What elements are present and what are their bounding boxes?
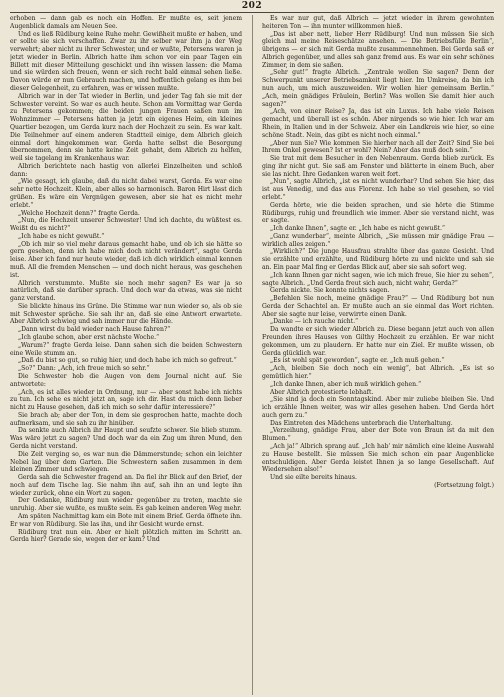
right-column [252,15,494,695]
paragraph: „Sie sind ja doch ein Sonntagskind. Aber mir zuliebe bleiben Sie. Und ich erzähle Ihnen weiter, was wir alles gesehen haben. Und Gerda hört auch gern zu.“ [262,396,494,419]
paragraph: „Nun“, sagte Albrich, „ist es nicht wunderbar? Und sehen Sie hier, das ist aus Venedig, und das aus Florenz. Ich habe so viel gesehen, so viel erlebt.“ [262,178,494,201]
paragraph: Und es ließ Rüdiburg keine Ruhe mehr. Gewißheit mußte er haben, und er sollte sie sich verschaffen. Zwar zu ihr selber war ihm ja der Weg verwehrt; aber nicht zu ihrer Schwester, und er wußte, Petersens waren ja jetzt wieder in Berlin. Albrich hatte ihm schon vor ein paar Tagen ein Billett mit dieser Mitteilung geschickt und ihn wissen lassen: die Mama und sie würden sich freuen, wenn er sich recht bald einmal sehen ließe. Davon würde er nun Gebrauch machen, und hoffentlich gelang es ihm bei dieser Gelegenheit, zu erfahren, was er wissen mußte. [10,30,242,93]
paragraph: „Wie gesagt, ich glaube, daß du nicht dabei warst, Gerda. Es war eine sehr nette Hochzeit. Klein, aber alles so harmonisch. Baron Hirt lässt dich grüßen. Es wäre ein Vergnügen gewesen, aber sie hat es nicht mehr erlebt.“ [10,178,242,209]
paragraph: „Ich glaube schon, aber erst nächste Woche.“ [18,334,160,342]
paragraph: Aber Albrich protestierte lebhaft. [270,388,374,396]
paragraph: Da wandte er sich wieder Albrich zu. Diese begann jetzt auch von allen Freunden ihres Hauses von Gilthy Hochzeit zu erzählen. Er war nicht gekommen, um zu plaudern. Er hatte nur ein Ziel. Er mußte wissen, ob Gerda glücklich war. [262,326,494,357]
paragraph: „Danke — ich rauche nicht.“ [270,318,359,326]
paragraph: „Dann wirst du bald wieder nach Hause fahren?“ [18,326,171,334]
paragraph: Gerda nickte. Sie konnte nichts sagen. [270,287,390,295]
paragraph: „Ich habe es nicht gewußt.“ [18,232,105,240]
paragraph: „Ob ich mir so viel mehr daraus gemacht habe, und ob ich sie hätte so gern gesehen, denn ich habe mich doch nicht verändert“, sagte Gerda leise. Aber ich fand nur heute wieder, daß ich dich wirklich einmal kennen muß. All die fremden Menschen — und doch nicht heraus, was geschehen ist. [10,240,242,279]
paragraph: erhoben — dann gab es noch ein Hoffen. Er mußte es, seit jenem Augenblick damals am Neuen See. [10,15,242,30]
paragraph: Albrich berichtete nach hastig von allerlei Einzelheiten und schloß dann: [10,162,242,178]
paragraph: Da senkte auch Albrich ihr Haupt und seufzte schwer. Sie blieb stumm. Was wäre jetzt zu sagen? Und doch war da ein Zug um ihren Mund, den Gerda nicht verstand. [10,427,242,450]
paragraph: „Daß du bist so gut, so ruhig hier, und doch habe ich mich so gefreut.“ [18,357,237,365]
continuation-note: (Fortsetzung folgt.) [434,481,494,489]
paragraph: „Ich danke Ihnen“, sagte er. „Ich habe es nicht gewußt.“ [270,225,446,233]
paragraph: „So?“ Dann: „Ach, ich freue mich so sehr.“ [18,365,150,373]
paragraph: „Ach ja!“ Albrich sprang auf. „Ich hab' mir nämlich eine kleine Auswahl zu Hause bestellt. Sie müssen Sie mich schon ein paar Augenblicke entschuldigen. Aber Gerda leistet Ihnen ja so lange Gesellschaft. Auf Wiedersehen also!“ [262,442,494,474]
paragraph: „Das ist aber nett, lieber Herr Rüdiburg! Und nun müssen Sie sich gleich mal meine Reiseschätze ansehen. — Die Betriebsfülle Berlin“, übrigens — er sich mit Gerda mußte zusammennehmen. Bei Gerda saß er Albrich gegenüber, und alles sah ganz fremd aus. Es war ein sehr schönes Zimmer, in dem sie saßen. [262,30,494,69]
paragraph: Rüdiburg trat nun ein. Aber er hielt plötzlich mitten im Schritt an. Gerda hier? Gerade sie, wegen der er kam? Und [10,528,242,544]
paragraph: „Ach, bleiben Sie doch noch ein wenig“, bat Albrich. „Es ist so gemütlich hier.“ [262,365,494,380]
paragraph: Die Zeit verging so, es war nun die Dämmerstunde; schon ein leichter Nebel lag über dem Garten. Die Schwestern saßen zusammen in dem kleinen Zimmer und schwiegen. [10,450,242,474]
paragraph: Das Eintreten des Mädchens unterbrach die Unterhaltung. [270,419,453,427]
paragraph: Und sie eilte bereits hinaus. [270,474,357,482]
paragraph: „Ach, es ist alles wieder in Ordnung, nur — aber sonst habe ich nichts zu tun. Ich sehe es nicht jetzt an, sage ich dir. Hast du mich denn lieber nicht zu Hause gesehen, daß ich mich so sehr dafür interessiere?“ [10,388,242,412]
paragraph: Sie blickte hinaus ins Grüne. Die Stimme war nun wieder so, als ob sie mit Schwester spräche. Sie sah ihr an, daß sie eine Antwort erwartete. Aber Albrich schwieg und sah immer nur die Hände. [10,302,242,326]
paragraph: „Warum?“ fragte Gerda leise. Dann sahen sich die beiden Schwestern eine Weile stumm an. [10,341,242,357]
paragraph: Albrich war in der Tat wieder in Berlin, und jeder Tag fah sie mit der Schwester vereint. So war es auch heute. Schon am Vormittag war Gerda zu Petersens gekommen; die beiden jungen Frauen saßen nun im Wohnzimmer — Petersens hatten ja jetzt ein eigenes Heim, ein kleines Quartier bezogen, um Gerda kurz nach der Hochzeit zu sein. Es war kalt. Die Teilnehmer auf einem anderen Stadtteil einige, dem Albrich gleich einmal dort hingekommen war. Gerda hatte selbst die Besorgung übernommen, denn sie hatte keine Zeit gehabt, dem Albrich zu helfen, weil sie tagelang im Krankenhaus war. [10,92,242,163]
paragraph: „Ach, von einer Reise? Ja, das ist ein Luxus. Ich habe viele Reisen gemacht, und überall ist es schön. Aber nirgends so wie hier. Ich war am Rhein, in Italien und in der Schweiz. Aber ein Landkreis wie hier, so eine schöne Stadt. Nein, das gibt es nicht noch einmal.“ [262,108,494,139]
paragraph: „Ich danke Ihnen, aber ich muß wirklich gehen.“ [270,380,422,388]
paragraph: Sie trat mit dem Besucher in den Nebenraum. Gerda blieb zurück. Es ging ihr nicht gut. Sie saß am Fenster und blätterte in einem Buch, aber sie las nicht. Ihre Gedanken waren weit fort. [262,155,494,178]
left-column [10,15,242,695]
paragraph: „Welche Hochzeit denn?“ fragte Gerda. [18,209,140,217]
paragraph: „Sehr gut!“ fragte Albrich. „Zentrale wollen Sie sagen? Denn der Schwerpunkt unserer Betriebsamkeit liegt hier. Im Umkreise, da bin ich nun auch, um mich auszuweiden. Wir wollen hier gemeinsam Berlin.“ „Ach, mein gnädiges Fräulein, Berlin? Was wollen Sie damit hier auch sagen?“ [262,69,494,108]
paragraph: „Nun, die Hochzeit unserer Schwester! Und ich dachte, du wüßtest es. Weißt du es nicht?“ [10,217,242,233]
paragraph: „Verzeihung, gnädige Frau, aber der Bote von Braun ist da mit den Blumen.“ [262,427,494,443]
text-columns [10,15,494,695]
header-rule [10,12,494,13]
paragraph: Der Gedanke, Rüdiburg nun wieder gegenüber zu treten, machte sie unruhig. Aber sie wußte, es mußte sein. Es gab keinen anderen Weg mehr. [10,497,242,513]
paragraph: „Wirklich?“ Die junge Hausfrau strahlte über das ganze Gesicht. Und sie erzählte und erzählte, und Rüdiburg hörte zu und nickte und sah sie an. Ein paar Mal fing er Gerdas Blick auf, aber sie sah sofort weg. [262,248,494,271]
paragraph: Gerda sah die Schwester fragend an. Da fiel ihr Blick auf den Brief, der noch auf dem Tische lag. Sie nahm ihn auf, sah ihn an und legte ihn wieder zurück, ohne ein Wort zu sagen. [10,474,242,497]
paragraph: Es war nur gut, daß Albrich — jetzt wieder in ihrem gewohnten heiteren Ton — ihn munter willkommen hieß. [262,15,494,30]
paragraph: „Ganz wunderbar“, meinte Albrich, „Sie müssen mir gnädige Frau — wirklich alles zeigen.“ [262,232,494,248]
paragraph: Albrich verstummte. Mußte sie noch mehr sagen? Es war ja so natürlich, daß sie darüber sprach. Und doch war da etwas, was sie nicht ganz verstand. [10,279,242,303]
paragraph: „Es ist wohl spät geworden“, sagte er. „Ich muß gehen.“ [270,357,445,365]
paragraph: Am späten Nachmittag kam ein Bote mit einem Brief. Gerda öffnete ihn. Er war von Rüdiburg. Sie las ihn, und ihr Gesicht wurde ernst. [10,513,242,528]
paragraph: „Befehlen Sie noch, meine gnädige Frau?“ — Und Rüdiburg bot nun Gerda der Schachtel an. Er mußte auch an sie einmal das Wort richten. Aber sie sagte nur leise, verwirrte einen Dank. [262,295,494,318]
page-number: 202 [241,1,263,11]
paragraph: Sie brach ab; aber der Ton, in dem sie gesprochen hatte, machte doch aufmerksam, und sie sah zu ihr hinüber. [10,411,242,427]
paragraph: „Aber nun Sie? Wie kommen Sie hierher nach all der Zeit? Sind Sie bei Ihrem Onkel gewesen? Ist er wohl? Nein? Aber das muß doch sein.“ [262,139,494,155]
paragraph: „Ich kann Ihnen gar nicht sagen, wie ich mich freue, Sie hier zu sehen“, sagte Albrich. „Und Gerda freut sich auch, nicht wahr, Gerda?“ [262,271,494,287]
paragraph: Die Schwester hob die Augen von dem Journal nicht auf. Sie antwortete: [10,372,242,388]
paragraph: Gerda hörte, wie die beiden sprachen, und sie hörte die Stimme Rüdiburgs, ruhig und freundlich wie immer. Aber sie verstand nicht, was er sagte. [262,201,494,225]
